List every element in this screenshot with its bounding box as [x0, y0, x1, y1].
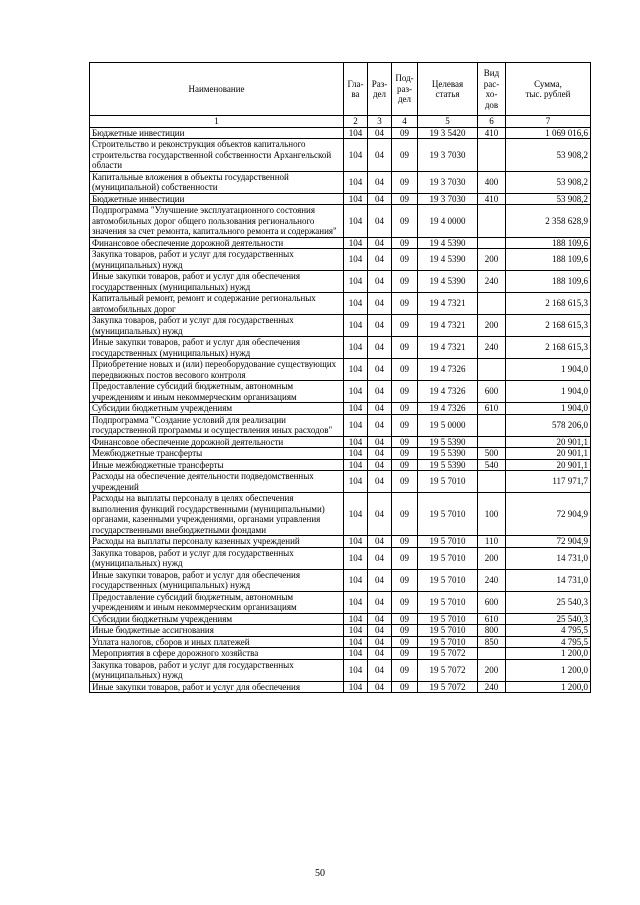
row-podrazdel-cell: 09	[392, 648, 418, 660]
table-body	[90, 127, 591, 693]
row-vid-cell: 540	[478, 459, 506, 471]
row-sum-cell: 578 206,0	[506, 414, 591, 436]
table-row	[90, 139, 591, 172]
page-number: 50	[315, 868, 325, 879]
row-name-cell: Уплата налогов, сборов и иных платежей	[90, 636, 344, 648]
row-podrazdel-cell: 09	[392, 293, 418, 315]
row-glava-cell: 104	[344, 648, 368, 660]
row-name-cell: Бюджетные инвестиции	[90, 127, 344, 139]
table-row	[90, 271, 591, 293]
row-razdel-cell: 04	[368, 613, 392, 625]
row-sum-cell: 2 168 615,3	[506, 315, 591, 337]
table-row	[90, 659, 591, 681]
row-vid-cell: 240	[478, 271, 506, 293]
row-name-cell: Субсидии бюджетным учреждениям	[90, 613, 344, 625]
row-vid-cell	[478, 471, 506, 493]
row-vid-cell	[478, 359, 506, 381]
table-row	[90, 448, 591, 460]
row-razdel-cell: 04	[368, 636, 392, 648]
row-glava-cell: 104	[344, 337, 368, 359]
table-row	[90, 127, 591, 139]
row-glava-cell: 104	[344, 237, 368, 249]
row-vid-cell: 240	[478, 569, 506, 591]
row-glava-cell: 104	[344, 127, 368, 139]
header-glava: Гла- ва	[344, 63, 368, 116]
table-row	[90, 613, 591, 625]
row-sum-cell: 117 971,7	[506, 471, 591, 493]
row-glava-cell: 104	[344, 613, 368, 625]
row-podrazdel-cell: 09	[392, 249, 418, 271]
row-razdel-cell: 04	[368, 659, 392, 681]
row-razdel-cell: 04	[368, 436, 392, 448]
row-vid-cell: 200	[478, 659, 506, 681]
table-row	[90, 569, 591, 591]
table-row	[90, 471, 591, 493]
row-vid-cell	[478, 414, 506, 436]
row-podrazdel-cell: 09	[392, 659, 418, 681]
row-podrazdel-cell: 09	[392, 127, 418, 139]
column-number: 3	[368, 116, 392, 128]
row-sum-cell: 1 904,0	[506, 381, 591, 403]
row-podrazdel-cell: 09	[392, 547, 418, 569]
row-podrazdel-cell: 09	[392, 493, 418, 536]
column-number-row	[90, 116, 591, 128]
row-article-cell: 19 4 5390	[418, 271, 478, 293]
row-sum-cell: 14 731,0	[506, 547, 591, 569]
row-razdel-cell: 04	[368, 459, 392, 471]
row-vid-cell	[478, 139, 506, 172]
row-article-cell: 19 5 7010	[418, 471, 478, 493]
row-name-cell: Расходы на выплаты персоналу казенных учреждений	[90, 536, 344, 548]
row-podrazdel-cell: 09	[392, 381, 418, 403]
row-sum-cell: 72 904,9	[506, 536, 591, 548]
column-number: 2	[344, 116, 368, 128]
row-glava-cell: 104	[344, 448, 368, 460]
table-row	[90, 337, 591, 359]
row-glava-cell: 104	[344, 381, 368, 403]
table-row	[90, 193, 591, 205]
row-razdel-cell: 04	[368, 591, 392, 613]
row-glava-cell: 104	[344, 359, 368, 381]
row-glava-cell: 104	[344, 471, 368, 493]
row-podrazdel-cell: 09	[392, 315, 418, 337]
table-row	[90, 293, 591, 315]
row-article-cell: 19 5 5390	[418, 459, 478, 471]
row-razdel-cell: 04	[368, 315, 392, 337]
row-razdel-cell: 04	[368, 171, 392, 193]
row-article-cell: 19 5 7010	[418, 636, 478, 648]
row-vid-cell: 200	[478, 249, 506, 271]
row-sum-cell: 4 795,5	[506, 625, 591, 637]
header-row	[90, 63, 591, 116]
table-row	[90, 547, 591, 569]
row-sum-cell: 25 540,3	[506, 613, 591, 625]
row-razdel-cell: 04	[368, 237, 392, 249]
row-razdel-cell: 04	[368, 448, 392, 460]
header-article: Целевая статья	[418, 63, 478, 116]
table-row	[90, 359, 591, 381]
row-glava-cell: 104	[344, 436, 368, 448]
row-vid-cell: 240	[478, 681, 506, 693]
column-number: 7	[506, 116, 591, 128]
row-name-cell: Субсидии бюджетным учреждениям	[90, 403, 344, 415]
row-name-cell: Мероприятия в сфере дорожного хозяйства	[90, 648, 344, 660]
row-name-cell: Иные межбюджетные трансферты	[90, 459, 344, 471]
table-row	[90, 648, 591, 660]
row-podrazdel-cell: 09	[392, 471, 418, 493]
row-name-cell: Капитальный ремонт, ремонт и содержание региональных автомобильных дорог	[90, 293, 344, 315]
row-sum-cell: 20 901,1	[506, 459, 591, 471]
row-podrazdel-cell: 09	[392, 171, 418, 193]
row-glava-cell: 104	[344, 271, 368, 293]
row-sum-cell: 1 069 016,6	[506, 127, 591, 139]
row-article-cell: 19 5 7010	[418, 536, 478, 548]
row-razdel-cell: 04	[368, 249, 392, 271]
row-sum-cell: 1 200,0	[506, 648, 591, 660]
row-name-cell: Закупка товаров, работ и услуг для государственных (муниципальных) нужд	[90, 547, 344, 569]
row-vid-cell	[478, 205, 506, 238]
row-razdel-cell: 04	[368, 414, 392, 436]
row-vid-cell: 800	[478, 625, 506, 637]
row-razdel-cell: 04	[368, 648, 392, 660]
row-podrazdel-cell: 09	[392, 139, 418, 172]
row-name-cell: Капитальные вложения в объекты государственной (муниципальной) собственности	[90, 171, 344, 193]
row-name-cell: Расходы на обеспечение деятельности подведомственных учреждений	[90, 471, 344, 493]
row-razdel-cell: 04	[368, 403, 392, 415]
row-sum-cell: 20 901,1	[506, 448, 591, 460]
row-glava-cell: 104	[344, 681, 368, 693]
row-podrazdel-cell: 09	[392, 591, 418, 613]
table-row	[90, 536, 591, 548]
row-glava-cell: 104	[344, 493, 368, 536]
table-row	[90, 237, 591, 249]
row-name-cell: Иные закупки товаров, работ и услуг для обеспечения	[90, 681, 344, 693]
row-podrazdel-cell: 09	[392, 403, 418, 415]
row-vid-cell: 500	[478, 448, 506, 460]
row-glava-cell: 104	[344, 547, 368, 569]
row-glava-cell: 104	[344, 171, 368, 193]
row-sum-cell: 25 540,3	[506, 591, 591, 613]
row-article-cell: 19 5 5390	[418, 436, 478, 448]
row-article-cell: 19 3 7030	[418, 139, 478, 172]
row-glava-cell: 104	[344, 659, 368, 681]
row-sum-cell: 53 908,2	[506, 139, 591, 172]
row-podrazdel-cell: 09	[392, 237, 418, 249]
row-article-cell: 19 4 5390	[418, 237, 478, 249]
row-name-cell: Приобретение новых и (или) переоборудование существующих передвижных постов весового контроля	[90, 359, 344, 381]
row-podrazdel-cell: 09	[392, 414, 418, 436]
row-sum-cell: 53 908,2	[506, 171, 591, 193]
row-sum-cell: 53 908,2	[506, 193, 591, 205]
row-article-cell: 19 5 7010	[418, 493, 478, 536]
row-vid-cell	[478, 237, 506, 249]
row-article-cell: 19 5 7010	[418, 625, 478, 637]
row-article-cell: 19 4 5390	[418, 249, 478, 271]
row-podrazdel-cell: 09	[392, 636, 418, 648]
row-name-cell: Бюджетные инвестиции	[90, 193, 344, 205]
row-name-cell: Предоставление субсидий бюджетным, автономным учреждениям и иным некоммерческим организациям	[90, 591, 344, 613]
row-article-cell: 19 3 7030	[418, 193, 478, 205]
header-vid: Вид рас- хо- дов	[478, 63, 506, 116]
row-glava-cell: 104	[344, 459, 368, 471]
row-sum-cell: 2 168 615,3	[506, 337, 591, 359]
table-row	[90, 681, 591, 693]
row-razdel-cell: 04	[368, 547, 392, 569]
row-vid-cell: 400	[478, 171, 506, 193]
row-razdel-cell: 04	[368, 271, 392, 293]
table-row	[90, 625, 591, 637]
row-name-cell: Строительство и реконструкция объектов капитального строительства государственной собственности Архангельской области	[90, 139, 344, 172]
row-article-cell: 19 4 7326	[418, 381, 478, 403]
table-row	[90, 591, 591, 613]
row-sum-cell: 1 200,0	[506, 659, 591, 681]
row-name-cell: Иные закупки товаров, работ и услуг для обеспечения государственных (муниципальных) нужд	[90, 271, 344, 293]
row-name-cell: Финансовое обеспечение дорожной деятельности	[90, 237, 344, 249]
row-podrazdel-cell: 09	[392, 436, 418, 448]
row-sum-cell: 72 904,9	[506, 493, 591, 536]
row-name-cell: Закупка товаров, работ и услуг для государственных (муниципальных) нужд	[90, 659, 344, 681]
row-name-cell: Иные бюджетные ассигнования	[90, 625, 344, 637]
column-number: 4	[392, 116, 418, 128]
row-glava-cell: 104	[344, 293, 368, 315]
row-vid-cell: 610	[478, 613, 506, 625]
row-sum-cell: 2 358 628,9	[506, 205, 591, 238]
row-sum-cell: 2 168 615,3	[506, 293, 591, 315]
row-article-cell: 19 4 7326	[418, 359, 478, 381]
column-number: 6	[478, 116, 506, 128]
row-sum-cell: 20 901,1	[506, 436, 591, 448]
row-glava-cell: 104	[344, 205, 368, 238]
row-name-cell: Иные закупки товаров, работ и услуг для обеспечения государственных (муниципальных) нужд	[90, 569, 344, 591]
table-row	[90, 493, 591, 536]
row-vid-cell: 100	[478, 493, 506, 536]
row-podrazdel-cell: 09	[392, 681, 418, 693]
table-row	[90, 249, 591, 271]
row-vid-cell: 200	[478, 315, 506, 337]
row-razdel-cell: 04	[368, 381, 392, 403]
row-article-cell: 19 5 7010	[418, 547, 478, 569]
table-row	[90, 636, 591, 648]
column-number: 5	[418, 116, 478, 128]
row-glava-cell: 104	[344, 315, 368, 337]
row-vid-cell	[478, 648, 506, 660]
row-article-cell: 19 5 7010	[418, 569, 478, 591]
column-number: 1	[90, 116, 344, 128]
row-sum-cell: 188 109,6	[506, 249, 591, 271]
row-name-cell: Закупка товаров, работ и услуг для государственных (муниципальных) нужд	[90, 315, 344, 337]
header-name: Наименование	[90, 63, 344, 116]
row-razdel-cell: 04	[368, 359, 392, 381]
row-article-cell: 19 4 0000	[418, 205, 478, 238]
row-name-cell: Подпрограмма "Создание условий для реализации государственной программы и осуществления иных расходов"	[90, 414, 344, 436]
row-vid-cell: 240	[478, 337, 506, 359]
row-vid-cell	[478, 436, 506, 448]
row-name-cell: Подпрограмма "Улучшение эксплуатационного состояния автомобильных дорог общего пользования регионального значения за счет ремонта, капитального ремонта и содержания"	[90, 205, 344, 238]
row-razdel-cell: 04	[368, 681, 392, 693]
row-article-cell: 19 4 7321	[418, 293, 478, 315]
row-vid-cell: 600	[478, 381, 506, 403]
row-glava-cell: 104	[344, 403, 368, 415]
row-vid-cell: 610	[478, 403, 506, 415]
row-sum-cell: 1 200,0	[506, 681, 591, 693]
row-vid-cell: 110	[478, 536, 506, 548]
row-vid-cell: 200	[478, 547, 506, 569]
header-sum: Сумма, тыс. рублей	[506, 63, 591, 116]
row-article-cell: 19 4 7321	[418, 337, 478, 359]
row-article-cell: 19 5 7072	[418, 681, 478, 693]
row-podrazdel-cell: 09	[392, 569, 418, 591]
row-vid-cell	[478, 293, 506, 315]
row-sum-cell: 1 904,0	[506, 403, 591, 415]
row-article-cell: 19 5 7072	[418, 648, 478, 660]
row-podrazdel-cell: 09	[392, 536, 418, 548]
row-sum-cell: 188 109,6	[506, 271, 591, 293]
row-article-cell: 19 5 7010	[418, 613, 478, 625]
row-article-cell: 19 4 7321	[418, 315, 478, 337]
row-podrazdel-cell: 09	[392, 459, 418, 471]
row-podrazdel-cell: 09	[392, 625, 418, 637]
row-glava-cell: 104	[344, 414, 368, 436]
row-name-cell: Расходы на выплаты персоналу в целях обеспечения выполнения функций государственными (муниципальными) органами, казенными учреждениями, органами управления государственными внебюджетными фондами	[90, 493, 344, 536]
row-razdel-cell: 04	[368, 536, 392, 548]
table-row	[90, 205, 591, 238]
row-razdel-cell: 04	[368, 493, 392, 536]
row-sum-cell: 4 795,5	[506, 636, 591, 648]
row-article-cell: 19 5 7072	[418, 659, 478, 681]
row-podrazdel-cell: 09	[392, 448, 418, 460]
row-article-cell: 19 3 7030	[418, 171, 478, 193]
row-podrazdel-cell: 09	[392, 613, 418, 625]
row-razdel-cell: 04	[368, 337, 392, 359]
row-glava-cell: 104	[344, 569, 368, 591]
row-sum-cell: 188 109,6	[506, 237, 591, 249]
row-article-cell: 19 3 5420	[418, 127, 478, 139]
row-name-cell: Предоставление субсидий бюджетным, автономным учреждениям и иным некоммерческим организациям	[90, 381, 344, 403]
row-razdel-cell: 04	[368, 569, 392, 591]
row-vid-cell: 850	[478, 636, 506, 648]
row-glava-cell: 104	[344, 591, 368, 613]
row-razdel-cell: 04	[368, 205, 392, 238]
table-row	[90, 315, 591, 337]
row-glava-cell: 104	[344, 636, 368, 648]
header-podrazdel: Под- раз- дел	[392, 63, 418, 116]
row-podrazdel-cell: 09	[392, 271, 418, 293]
row-sum-cell: 14 731,0	[506, 569, 591, 591]
row-glava-cell: 104	[344, 193, 368, 205]
row-podrazdel-cell: 09	[392, 359, 418, 381]
table-row	[90, 436, 591, 448]
row-podrazdel-cell: 09	[392, 193, 418, 205]
row-glava-cell: 104	[344, 625, 368, 637]
row-razdel-cell: 04	[368, 127, 392, 139]
row-name-cell: Иные закупки товаров, работ и услуг для обеспечения государственных (муниципальных) нужд	[90, 337, 344, 359]
table-row	[90, 403, 591, 415]
row-article-cell: 19 5 7010	[418, 591, 478, 613]
row-vid-cell: 600	[478, 591, 506, 613]
row-sum-cell: 1 904,0	[506, 359, 591, 381]
row-glava-cell: 104	[344, 249, 368, 271]
row-razdel-cell: 04	[368, 625, 392, 637]
table-row	[90, 414, 591, 436]
row-article-cell: 19 5 0000	[418, 414, 478, 436]
row-vid-cell: 410	[478, 193, 506, 205]
budget-table	[89, 62, 591, 693]
row-article-cell: 19 4 7326	[418, 403, 478, 415]
row-article-cell: 19 5 5390	[418, 448, 478, 460]
table-row	[90, 171, 591, 193]
table-row	[90, 459, 591, 471]
row-razdel-cell: 04	[368, 193, 392, 205]
row-name-cell: Финансовое обеспечение дорожной деятельности	[90, 436, 344, 448]
row-razdel-cell: 04	[368, 471, 392, 493]
row-razdel-cell: 04	[368, 139, 392, 172]
row-name-cell: Межбюджетные трансферты	[90, 448, 344, 460]
row-vid-cell: 410	[478, 127, 506, 139]
row-name-cell: Закупка товаров, работ и услуг для государственных (муниципальных) нужд	[90, 249, 344, 271]
row-glava-cell: 104	[344, 536, 368, 548]
row-podrazdel-cell: 09	[392, 337, 418, 359]
row-podrazdel-cell: 09	[392, 205, 418, 238]
row-glava-cell: 104	[344, 139, 368, 172]
header-razdel: Раз- дел	[368, 63, 392, 116]
table-row	[90, 381, 591, 403]
row-razdel-cell: 04	[368, 293, 392, 315]
